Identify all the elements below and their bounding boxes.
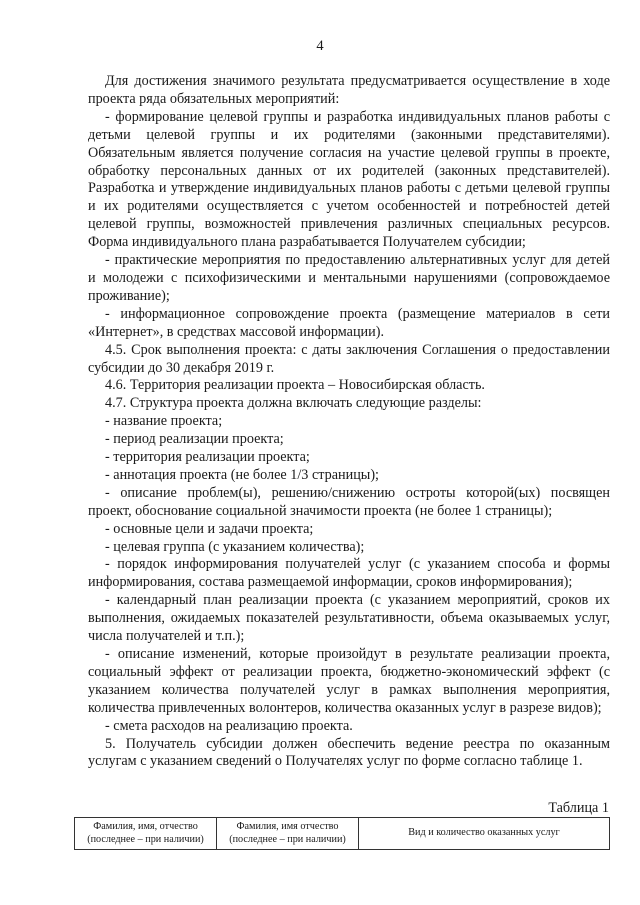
paragraph: 4.5. Срок выполнения проекта: с даты заключения Соглашения о предоставлении субсидии до 30 декабря 2019 г. — [88, 341, 610, 376]
list-item: - описание изменений, которые произойдут в результате реализации проекта, социальный эффект от реализации проекта, бюджетно-экономический эффект (с указанием количества получателей услуг в рамках выполнения мероприятия, количества привлеченных волонтеров, количества оказанных услуг в разрезе видов); — [88, 646, 610, 716]
list-item: - основные цели и задачи проекта; — [105, 520, 314, 537]
paragraph: - формирование целевой группы и разработка индивидуальных планов работы с детьми целевой группы и их родителями (законными представителями). Обязательным является получение согласия на участие целевой группы в проекте, обработку персональных данных от их родителей (законных представителей). Разработка и утверждение индивидуальных планов работы с детьми целевой группы и их родителями осуществляется с учетом особенностей и потребностей детей целевой группы, возможностей привлечения различных специальных ресурсов. Форма индивидуального плана разрабатывается Получателем субсидии; — [88, 108, 610, 251]
list-item: - аннотация проекта (не более 1/3 страницы); — [105, 466, 379, 483]
list-item: - календарный план реализации проекта (с указанием мероприятий, сроков их выполнения, ожидаемых показателей результативности, объема оказываемых услуг, числа получателей и т.п.); — [88, 592, 610, 645]
paragraph: 4.7. Структура проекта должна включать следующие разделы: — [105, 395, 482, 412]
list-item: - целевая группа (с указанием количества); — [105, 538, 365, 555]
list-item: - порядок информирования получателей услуг (с указанием способа и формы информирования, состава размещаемой информации, сроков информирования); — [88, 556, 610, 591]
list-item: - смета расходов на реализацию проекта. — [105, 717, 353, 734]
list-item: - период реализации проекта; — [105, 431, 284, 448]
paragraph: - информационное сопровождение проекта (размещение материалов в сети «Интернет», в средствах массовой информации). — [88, 305, 610, 340]
table-header-cell: Вид и количество оказанных услуг — [359, 818, 610, 850]
page-number: 4 — [316, 38, 324, 54]
paragraph: - практические мероприятия по предоставлению альтернативных услуг для детей и молодежи с психофизическими и ментальными нарушениями (сопровождаемое проживание); — [88, 252, 610, 304]
paragraph: 5. Получатель субсидии должен обеспечить ведение реестра по оказанным услугам с указанием сведений о Получателях услуг по форме согласно таблице 1. — [88, 735, 610, 770]
list-item: - территория реализации проекта; — [105, 449, 310, 466]
list-item: - описание проблем(ы), решению/снижению остроты которой(ых) посвящен проект, обоснование социальной значимости проекта (не более 1 страницы); — [88, 484, 610, 519]
paragraph: 4.6. Территория реализации проекта – Новосибирская область. — [105, 377, 485, 394]
body-text — [88, 73, 610, 771]
list-item: - название проекта; — [105, 413, 223, 430]
table-caption: Таблица 1 — [548, 800, 609, 816]
table-header-row — [75, 818, 610, 850]
table-header-cell: Фамилия, имя отчество (последнее – при наличии) — [217, 818, 359, 850]
paragraph: Для достижения значимого результата предусматривается осуществление в ходе проекта ряда обязательных мероприятий: — [88, 73, 610, 107]
table-header-cell: Фамилия, имя, отчество (последнее – при наличии) — [75, 818, 217, 850]
services-table — [74, 817, 610, 850]
